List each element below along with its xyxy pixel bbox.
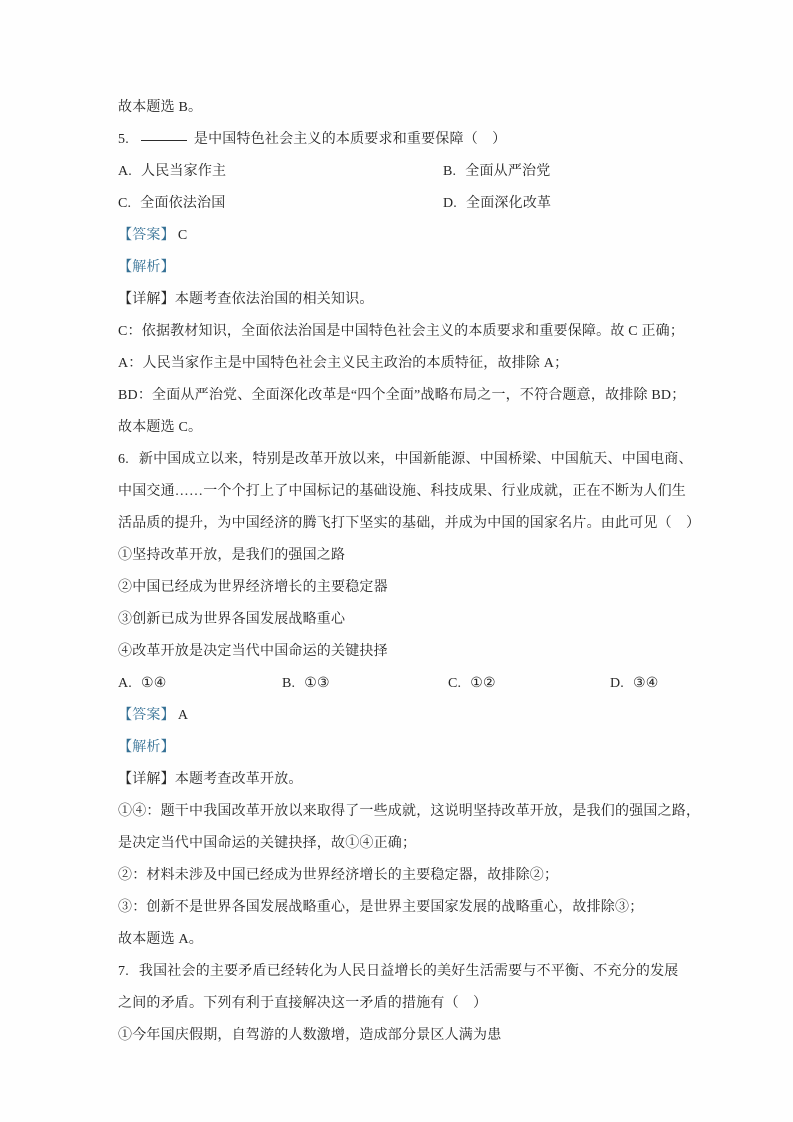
question-7-stem-line-2: 之间的矛盾。下列有利于直接解决这一矛盾的措施有（ ） [118,996,488,1011]
answer-marker: 【答案】 [118,228,175,243]
question-5-stem-text: 是中国特色社会主义的本质要求和重要保障（ ） [193,132,507,147]
question-7-number: 7. [118,964,129,979]
question-6-item-4: ④改革开放是决定当代中国命运的关键抉择 [118,644,388,659]
question-6-analysis-line [118,732,680,764]
option-b-text: ①③ [304,676,330,691]
option-a-label: A. [118,676,133,691]
option-a-label: A. [118,164,133,179]
question-6-stem-line-2: 中国交通……一个个打上了中国标记的基础设施、科技成果、行业成就，正在不断为人们生 [118,484,686,499]
analysis-marker: 【解析】 [118,740,175,755]
question-6-item-2: ②中国已经成为世界经济增长的主要稳定器 [118,580,388,595]
page-content [118,92,701,1052]
detail-marker: 【详解】 [118,292,175,307]
question-5-analysis-line [118,252,680,284]
question-6-answer-line [118,700,680,732]
detail-marker: 【详解】 [118,772,175,787]
question-5-explanation-1: C：依据教材知识，全面依法治国是中国特色社会主义的本质要求和重要保障。故 C 正确； [118,324,685,339]
question-6-detail-text: 本题考查改革开放。 [174,772,303,787]
question-7-stem-line-1 [118,956,680,988]
option-d-label: D. [610,676,625,691]
question-5-stem [118,124,680,156]
question-6-stem-text-1: 新中国成立以来，特别是改革开放以来，中国新能源、中国桥梁、中国航天、中国电商、 [138,452,693,467]
question-6-option-c [448,668,610,700]
question-5-option-b [443,156,550,188]
question-6-item-1: ①坚持改革开放，是我们的强国之路 [118,548,346,563]
option-b-label: B. [443,164,457,179]
question-7-stem-text-1: 我国社会的主要矛盾已经转化为人民日益增长的美好生活需要与不平衡、不充分的发展 [138,964,679,979]
question-6-detail-line [118,764,680,796]
question-5-answer-line [118,220,680,252]
question-6-explanation-1: ①④：题干中我国改革开放以来取得了一些成就，这说明坚持改革开放，是我们的强国之路， [118,804,701,819]
option-c-label: C. [448,676,462,691]
question-6-option-a [118,668,282,700]
question-6-option-b [282,668,448,700]
option-a-text: ①④ [141,676,167,691]
question-5-option-a [118,156,443,188]
option-c-text: ①② [470,676,496,691]
option-b-text: 全面从严治党 [465,164,551,179]
question-5-option-c [118,188,443,220]
question-7-item-1: ①今年国庆假期，自驾游的人数激增，造成部分景区人满为患 [118,1028,502,1043]
question-5-number: 5. [118,132,129,147]
question-6-explanation-4: ③：创新不是世界各国发展战略重心，是世界主要国家发展的战略重心，故排除③； [118,900,644,915]
question-5-answer-letter: C [177,228,188,243]
question-6-answer-letter: A [177,708,189,723]
fill-in-blank-underline [141,137,187,141]
option-d-label: D. [443,196,458,211]
question-5-detail-text: 本题考查依法治国的相关知识。 [174,292,374,307]
question-5-explanation-2: A：人民当家作主是中国特色社会主义民主政治的本质特征，故排除 A； [118,356,569,371]
question-6-stem-line-1 [118,444,693,476]
question-6-conclusion: 故本题选 A。 [118,932,204,947]
question-6-options-row [118,668,680,700]
prev-question-conclusion: 故本题选 B。 [118,100,203,115]
option-d-text: 全面深化改革 [466,196,552,211]
answer-marker: 【答案】 [118,708,175,723]
question-5-options-row-2 [118,188,680,220]
question-5-explanation-3: BD：全面从严治党、全面深化改革是“四个全面”战略布局之一，不符合题意，故排除 BD； [118,388,686,403]
question-5-option-d [443,188,551,220]
question-6-item-3: ③创新已成为世界各国发展战略重心 [118,612,346,627]
option-c-text: 全面依法治国 [140,196,226,211]
question-6-number: 6. [118,452,129,467]
question-6-stem-line-3: 活品质的提升，为中国经济的腾飞打下坚实的基础，并成为中国的国家名片。由此可见（ ） [118,516,701,531]
option-b-label: B. [282,676,296,691]
option-d-text: ③④ [633,676,659,691]
option-c-label: C. [118,196,132,211]
option-a-text: 人民当家作主 [141,164,227,179]
question-6-option-d [610,668,659,700]
question-5-options-row-1 [118,156,680,188]
question-6-explanation-2: 是决定当代中国命运的关键抉择，故①④正确； [118,836,417,851]
question-5-conclusion: 故本题选 C。 [118,420,203,435]
question-6-explanation-3: ②：材料未涉及中国已经成为世界经济增长的主要稳定器，故排除②； [118,868,559,883]
analysis-marker: 【解析】 [118,260,175,275]
question-5-detail-line [118,284,680,316]
